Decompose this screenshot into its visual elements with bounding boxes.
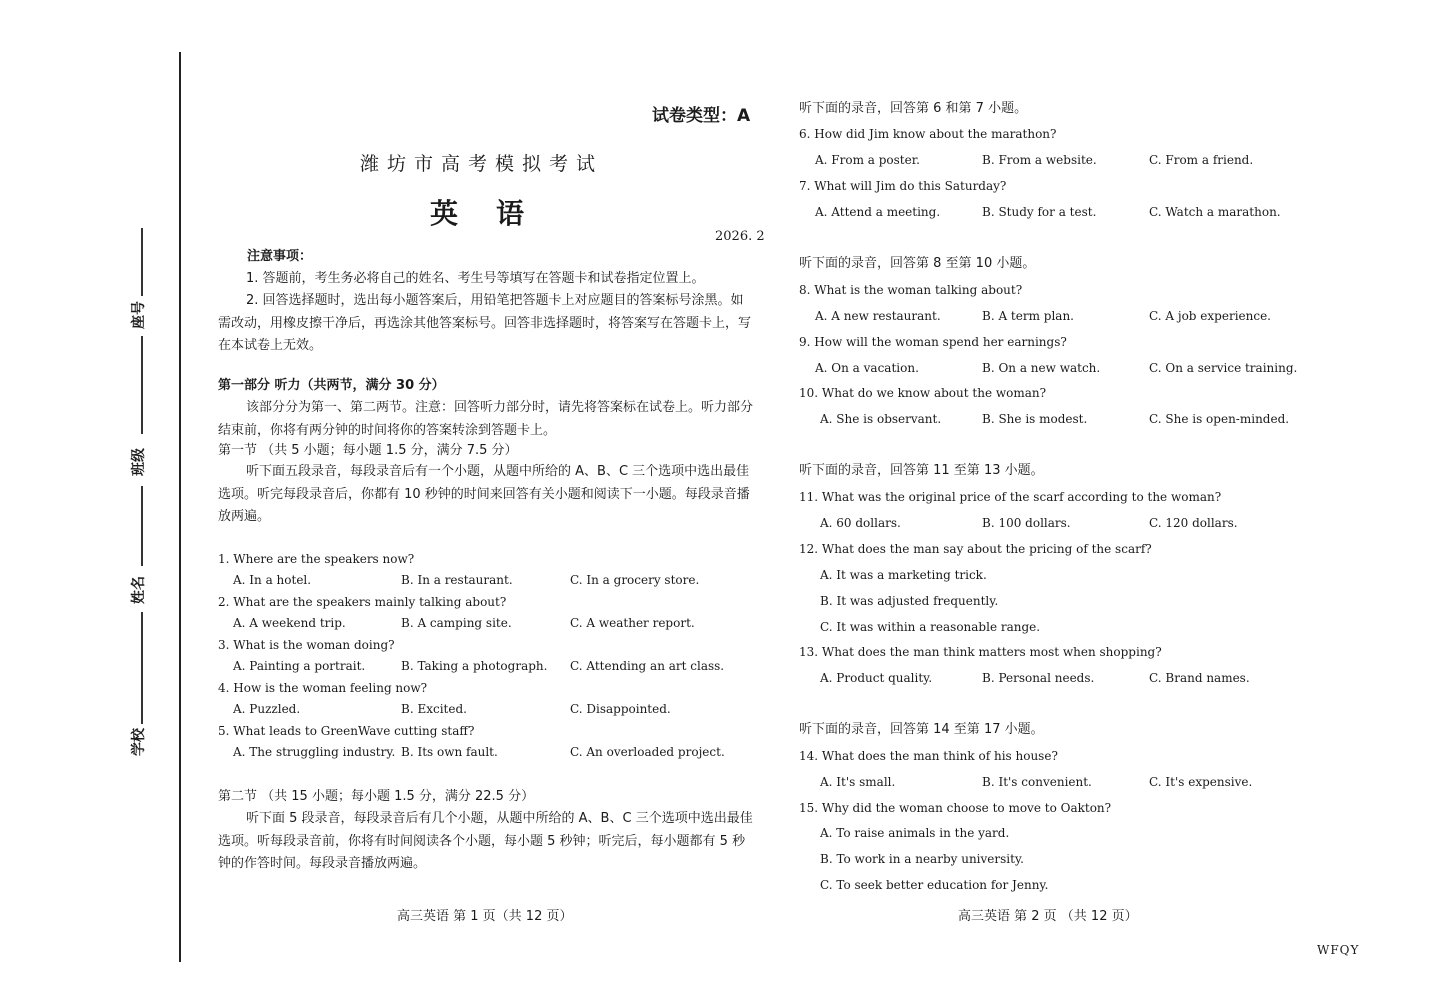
section1-heading: 第一节 （共 5 小题；每小题 1.5 分，满分 7.5 分） bbox=[218, 443, 518, 458]
option-a: A. Product quality. bbox=[820, 671, 933, 685]
option-c: C. To seek better education for Jenny. bbox=[820, 878, 1049, 892]
option-c: C. A job experience. bbox=[1149, 309, 1271, 323]
option-a: A. From a poster. bbox=[815, 153, 920, 167]
option-c: C. Brand names. bbox=[1149, 671, 1250, 685]
school-label: 学校 bbox=[131, 728, 147, 756]
section2-heading: 第二节 （共 15 小题；每小题 1.5 分，满分 22.5 分） bbox=[218, 789, 535, 804]
exam-title: 潍坊市高考模拟考试 bbox=[360, 153, 604, 175]
option-c: C. An overloaded project. bbox=[570, 745, 725, 759]
question-stem: 8. What is the woman talking about? bbox=[799, 283, 1023, 297]
option-b: B. 100 dollars. bbox=[982, 516, 1071, 530]
option-b: B. In a restaurant. bbox=[401, 573, 513, 587]
page-footer-left: 高三英语 第 1 页（共 12 页） bbox=[397, 909, 573, 924]
option-b: B. Its own fault. bbox=[401, 745, 498, 759]
seat-label: 座号 bbox=[131, 301, 147, 329]
option-c: C. She is open-minded. bbox=[1149, 412, 1290, 426]
option-a: A. 60 dollars. bbox=[820, 516, 901, 530]
question-stem: 9. How will the woman spend her earnings? bbox=[799, 335, 1067, 349]
question-stem: 7. What will Jim do this Saturday? bbox=[799, 179, 1007, 193]
option-a: A. Painting a portrait. bbox=[233, 659, 366, 673]
option-b: B. On a new watch. bbox=[982, 361, 1101, 375]
question-stem: 10. What do we know about the woman? bbox=[799, 386, 1047, 400]
option-a: A. It's small. bbox=[820, 775, 896, 789]
option-b: B. A camping site. bbox=[401, 616, 512, 630]
question-stem: 14. What does the man think of his house? bbox=[799, 749, 1058, 763]
option-c: C. In a grocery store. bbox=[570, 573, 700, 587]
question-stem: 15. Why did the woman choose to move to Oakton? bbox=[799, 801, 1112, 815]
subject-title: 英语 bbox=[430, 197, 563, 230]
option-a: A. Puzzled. bbox=[233, 702, 301, 716]
option-c: C. Attending an art class. bbox=[570, 659, 725, 673]
notice-item-2: 2. 回答选择题时，选出每小题答案后，用铅笔把答题卡上对应题目的答案标号涂黑。如需改动，用橡皮擦干净后，再选涂其他答案标号。回答非选择题时，将答案写在答题卡上，写在本试卷上无效。 bbox=[218, 293, 752, 353]
question-stem: 11. What was the original price of the scarf according to the woman? bbox=[799, 490, 1222, 504]
question-stem: 12. What does the man say about the pricing of the scarf? bbox=[799, 542, 1152, 556]
option-a: A. To raise animals in the yard. bbox=[820, 826, 1010, 840]
exam-date: 2026. 2 bbox=[715, 229, 765, 244]
option-b: B. Study for a test. bbox=[982, 205, 1097, 219]
corner-code: WFQY bbox=[1317, 943, 1360, 957]
seat-class-line bbox=[141, 336, 143, 434]
question-stem: 1. Where are the speakers now? bbox=[218, 552, 415, 566]
name-label: 姓名 bbox=[131, 576, 147, 604]
group-instruction: 听下面的录音，回答第 8 至第 10 小题。 bbox=[799, 256, 1036, 271]
class-name-line bbox=[141, 486, 143, 566]
option-b: B. It's convenient. bbox=[982, 775, 1092, 789]
option-a: A. A new restaurant. bbox=[815, 309, 941, 323]
option-c: C. It was within a reasonable range. bbox=[820, 620, 1041, 634]
option-c: C. Disappointed. bbox=[570, 702, 671, 716]
exam-type: 试卷类型：A bbox=[652, 106, 751, 126]
option-a: A. The struggling industry. bbox=[233, 745, 396, 759]
question-stem: 13. What does the man think matters most when shopping? bbox=[799, 645, 1162, 659]
option-a: A. On a vacation. bbox=[815, 361, 919, 375]
option-a: A. It was a marketing trick. bbox=[820, 568, 987, 582]
option-c: C. From a friend. bbox=[1149, 153, 1254, 167]
part1-heading: 第一部分 听力（共两节，满分 30 分） bbox=[218, 378, 445, 393]
option-c: C. 120 dollars. bbox=[1149, 516, 1238, 530]
notice-item-1: 1. 答题前，考生务必将自己的姓名、考生号等填写在答题卡和试卷指定位置上。 bbox=[246, 271, 705, 286]
option-b: B. Personal needs. bbox=[982, 671, 1095, 685]
binding-line bbox=[179, 52, 181, 962]
option-b: B. A term plan. bbox=[982, 309, 1074, 323]
question-stem: 6. How did Jim know about the marathon? bbox=[799, 127, 1057, 141]
option-c: C. Watch a marathon. bbox=[1149, 205, 1281, 219]
option-c: C. It's expensive. bbox=[1149, 775, 1253, 789]
option-a: A. In a hotel. bbox=[233, 573, 312, 587]
question-stem: 4. How is the woman feeling now? bbox=[218, 681, 428, 695]
group-instruction: 听下面的录音，回答第 6 和第 7 小题。 bbox=[799, 101, 1028, 116]
option-c: C. On a service training. bbox=[1149, 361, 1298, 375]
section1-intro: 听下面五段录音，每段录音后有一个小题，从题中所给的 A、B、C 三个选项中选出最佳选项。听完每段录音后，你都有 10 秒钟的时间来回答有关小题和阅读下一小题。每段录音播放两遍。 bbox=[218, 464, 750, 524]
option-b: B. From a website. bbox=[982, 153, 1097, 167]
option-b: B. Taking a photograph. bbox=[401, 659, 548, 673]
notice-title: 注意事项： bbox=[247, 249, 313, 264]
option-a: A. A weekend trip. bbox=[233, 616, 346, 630]
page-footer-right: 高三英语 第 2 页 （共 12 页） bbox=[958, 909, 1138, 924]
option-b: B. She is modest. bbox=[982, 412, 1088, 426]
seat-line bbox=[141, 228, 143, 296]
group-instruction: 听下面的录音，回答第 14 至第 17 小题。 bbox=[799, 722, 1044, 737]
option-b: B. Excited. bbox=[401, 702, 467, 716]
option-a: A. She is observant. bbox=[820, 412, 942, 426]
section2-intro: 听下面 5 段录音，每段录音后有几个小题，从题中所给的 A、B、C 三个选项中选出最佳选项。听每段录音前，你将有时间阅读各个小题，每小题 5 秒钟；听完后，每小题都有 5 秒钟的作答时间。每段录音播放两遍。 bbox=[218, 811, 753, 871]
part1-intro: 该部分分为第一、第二两节。注意：回答听力部分时，请先将答案标在试卷上。听力部分结束前，你将有两分钟的时间将你的答案转涂到答题卡上。 bbox=[218, 400, 754, 438]
question-stem: 3. What is the woman doing? bbox=[218, 638, 395, 652]
option-a: A. Attend a meeting. bbox=[815, 205, 941, 219]
question-stem: 2. What are the speakers mainly talking about? bbox=[218, 595, 507, 609]
group-instruction: 听下面的录音，回答第 11 至第 13 小题。 bbox=[799, 463, 1044, 478]
option-b: B. To work in a nearby university. bbox=[820, 852, 1024, 866]
name-school-line bbox=[141, 612, 143, 724]
class-label: 班级 bbox=[131, 448, 147, 476]
question-stem: 5. What leads to GreenWave cutting staff? bbox=[218, 724, 475, 738]
option-b: B. It was adjusted frequently. bbox=[820, 594, 999, 608]
option-c: C. A weather report. bbox=[570, 616, 695, 630]
